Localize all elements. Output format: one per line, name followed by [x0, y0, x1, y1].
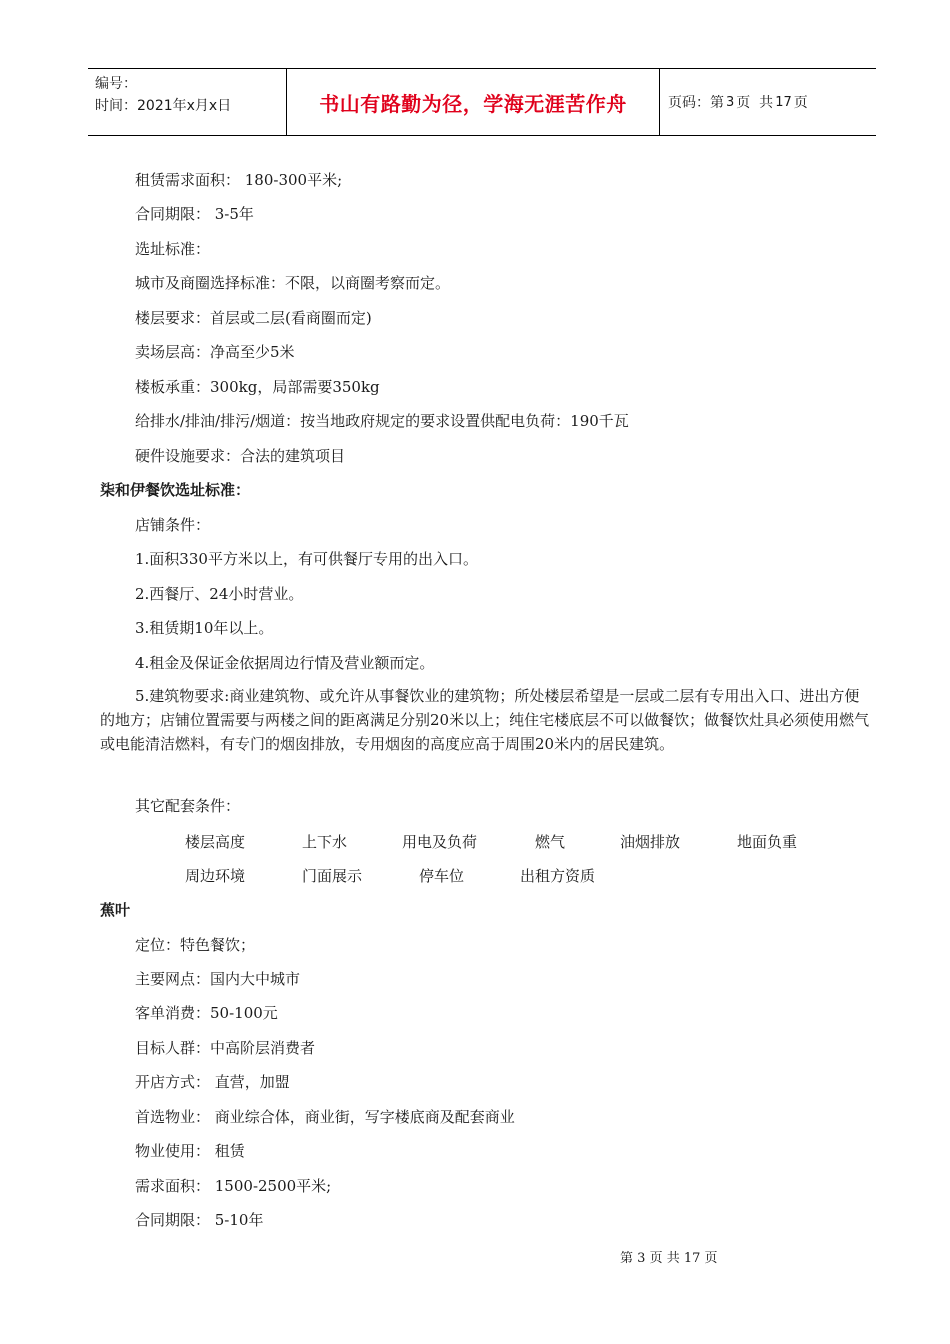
condition-item: 楼层高度 [185, 833, 246, 851]
text-line: 2.西餐厅、24小时营业。 [135, 585, 304, 603]
footer-total: 17 [683, 1251, 701, 1266]
text-line: 合同期限： 3-5年 [135, 205, 254, 223]
text-line: 卖场层高：净高至少5米 [135, 343, 295, 361]
section-title: 蕉叶 [100, 901, 131, 919]
footer-current: 3 [637, 1251, 646, 1266]
text-line: 主要网点：国内大中城市 [135, 970, 301, 988]
header-page-info [660, 69, 876, 135]
text-line: 开店方式： 直营，加盟 [135, 1073, 290, 1091]
text-line: 需求面积： 1500-2500平米; [135, 1177, 332, 1195]
page-suffix: 页 [793, 95, 808, 111]
text-line: 定位：特色餐饮； [135, 936, 256, 954]
text-line: 硬件设施要求：合法的建筑项目 [135, 447, 346, 465]
page-mid: 页 共 [736, 95, 774, 111]
header-meta [88, 69, 287, 135]
text-line: 3.租赁期10年以上。 [135, 619, 274, 637]
document-number-label: 编号： [95, 76, 137, 92]
page-current: 3 [726, 94, 735, 110]
text-line: 给排水/排油/排污/烟道：按当地政府规定的要求设置供配电负荷：190千瓦 [135, 412, 629, 430]
text-line: 客单消费：50-100元 [135, 1004, 278, 1022]
building-requirements-paragraph: 5.建筑物要求:商业建筑物、或允许从事餐饮业的建筑物；所处楼层希望是一层或二层有专用出入口、进出方便的地方；店铺位置需要与两楼之间的距离满足分别20米以上；纯住宅楼底层不可以做餐饮；做餐饮灶具必须使用燃气或电能清洁燃料，有专门的烟囱排放，专用烟囱的高度应高于周围20米内的居民建筑。 [100, 687, 870, 753]
condition-item: 周边环境 [185, 867, 246, 885]
page-header [88, 68, 876, 136]
page-total: 17 [775, 94, 792, 110]
condition-item: 油烟排放 [620, 833, 681, 851]
condition-item: 停车位 [419, 867, 465, 885]
condition-item: 用电及负荷 [402, 833, 478, 851]
text-line: 楼板承重：300kg，局部需要350kg [135, 378, 380, 396]
text-line: 1.面积330平方米以上，有可供餐厅专用的出入口。 [135, 550, 478, 568]
condition-item: 燃气 [535, 833, 566, 851]
text-line: 物业使用： 租赁 [135, 1142, 245, 1160]
text-line: 楼层要求：首层或二层(看商圈而定) [135, 309, 372, 327]
condition-item: 地面负重 [737, 833, 798, 851]
footer-mid: 页 共 [649, 1251, 680, 1266]
text-line: 4.租金及保证金依据周边行情及营业额而定。 [135, 654, 435, 672]
text-line: 合同期限： 5-10年 [135, 1211, 264, 1229]
text-line: 选址标准： [135, 240, 211, 258]
text-line: 首选物业： 商业综合体，商业街，写字楼底商及配套商业 [135, 1108, 515, 1126]
text-line: 租赁需求面积： 180-300平米; [135, 171, 343, 189]
condition-item: 门面展示 [302, 867, 363, 885]
page-prefix: 页码：第 [668, 95, 724, 111]
document-time-label: 时间：2021年x月x日 [95, 98, 232, 114]
condition-item: 上下水 [302, 833, 348, 851]
header-motto-cell [287, 69, 660, 135]
condition-item: 出租方资质 [520, 867, 596, 885]
footer-suffix: 页 [704, 1251, 718, 1266]
page-footer [620, 1247, 718, 1266]
footer-prefix: 第 [620, 1251, 634, 1266]
text-line: 目标人群：中高阶层消费者 [135, 1039, 316, 1057]
text-line: 店铺条件： [135, 516, 211, 534]
text-line: 其它配套条件： [135, 797, 241, 815]
text-line: 城市及商圈选择标准：不限，以商圈考察而定。 [135, 274, 451, 292]
section-title: 柒和伊餐饮选址标准： [100, 481, 251, 499]
header-motto: 书山有路勤为径，学海无涯苦作舟 [319, 91, 627, 116]
